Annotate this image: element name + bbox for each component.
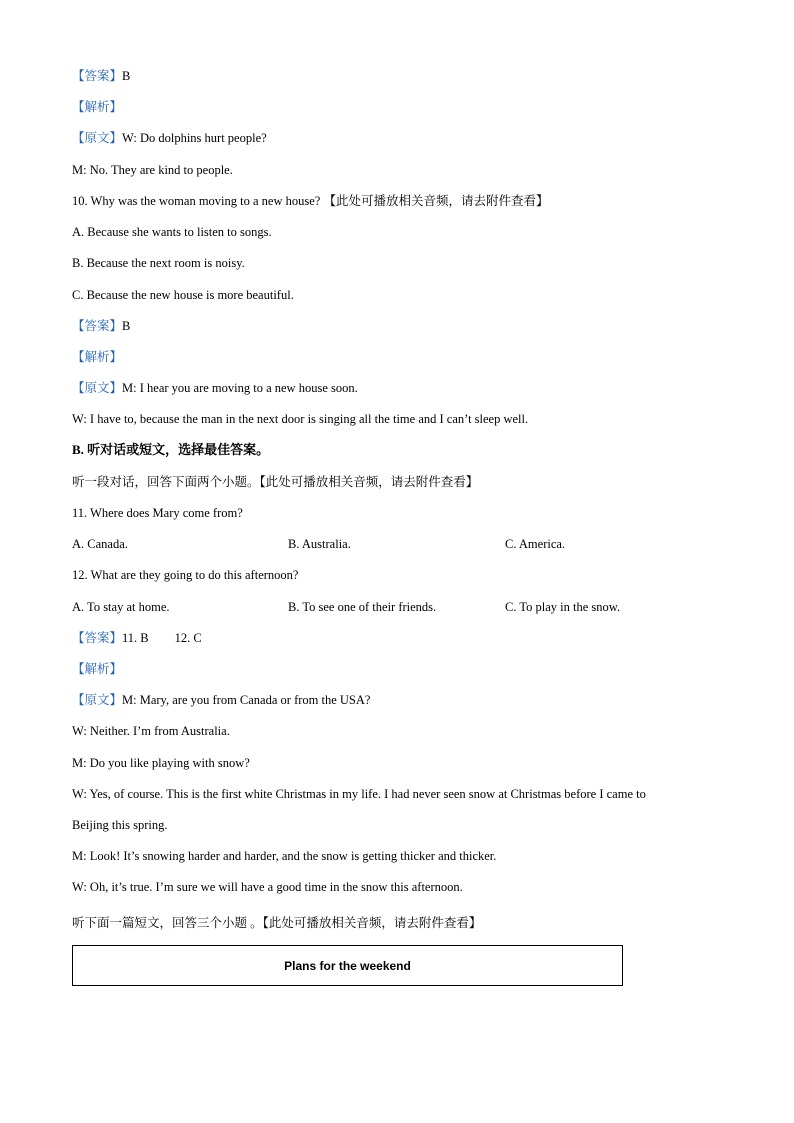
transcript-line-1 <box>72 692 370 708</box>
section-b-intro: 听一段对话，回答下面两个小题。【此处可播放相关音频，请去附件查看】 <box>72 475 479 489</box>
question-12: 12. What are they going to do this afternoon? <box>72 568 299 582</box>
question-text: 10. Why was the woman moving to a new house? <box>72 194 321 208</box>
analysis-tag: 【解析】 <box>72 662 123 676</box>
transcript-line-5: Beijing this spring. <box>72 818 168 832</box>
transcript-text: M: Mary, are you from Canada or from the USA? <box>122 693 371 707</box>
transcript-line-q9-w <box>72 130 267 146</box>
transcript-tag: 【原文】 <box>72 131 123 145</box>
q12-option-a: A. To stay at home. <box>72 600 170 614</box>
transcript-line-q10-w: W: I have to, because the man in the next door is singing all the time and I can’t sleep well. <box>72 412 529 426</box>
answer-12: 12. C <box>174 631 202 645</box>
q12-option-b: B. To see one of their friends. <box>288 600 437 614</box>
q12-option-c: C. To play in the snow. <box>505 600 621 614</box>
transcript-line-6: M: Look! It’s snowing harder and harder, and the snow is getting thicker and thicker. <box>72 849 497 863</box>
q10-option-b: B. Because the next room is noisy. <box>72 256 245 270</box>
answer-tag: 【答案】 <box>72 319 123 333</box>
answer-value: B <box>122 319 131 333</box>
analysis-tag: 【解析】 <box>72 350 123 364</box>
q11-option-b: B. Australia. <box>288 537 351 551</box>
question-11: 11. Where does Mary come from? <box>72 506 243 520</box>
answer-tag: 【答案】 <box>72 69 123 83</box>
transcript-line-7: W: Oh, it’s true. I’m sure we will have a good time in the snow this afternoon. <box>72 880 463 894</box>
q10-option-a: A. Because she wants to listen to songs. <box>72 225 272 239</box>
q11-option-a: A. Canada. <box>72 537 128 551</box>
transcript-tag: 【原文】 <box>72 381 123 395</box>
answer-line-q11-12 <box>72 630 202 646</box>
question-10 <box>72 193 548 209</box>
transcript-line-3: M: Do you like playing with snow? <box>72 756 250 770</box>
answer-line-q10 <box>72 318 130 334</box>
answer-line-q9 <box>72 68 130 84</box>
q11-option-c: C. America. <box>505 537 566 551</box>
answer-value: B <box>122 69 131 83</box>
transcript-tag: 【原文】 <box>72 693 123 707</box>
transcript-line-4: W: Yes, of course. This is the first white Christmas in my life. I had never seen snow at Christmas before I came to <box>72 787 646 801</box>
transcript-text: W: Do dolphins hurt people? <box>122 131 267 145</box>
transcript-line-2: W: Neither. I’m from Australia. <box>72 724 230 738</box>
analysis-tag: 【解析】 <box>72 100 123 114</box>
transcript-text: M: I hear you are moving to a new house soon. <box>122 381 358 395</box>
answer-tag: 【答案】 <box>72 631 123 645</box>
audio-note[interactable]: 【此处可播放相关音频，请去附件查看】 <box>323 194 549 208</box>
q10-option-c: C. Because the new house is more beautiful. <box>72 288 294 302</box>
table-title: Plans for the weekend <box>284 958 411 973</box>
plans-table <box>72 945 623 986</box>
passage-intro: 听下面一篇短文，回答三个小题 。【此处可播放相关音频，请去附件查看】 <box>72 916 482 930</box>
section-b-heading: B. 听对话或短文，选择最佳答案。 <box>72 442 270 457</box>
answer-11: 11. B <box>122 631 149 645</box>
transcript-line-q9-m: M: No. They are kind to people. <box>72 163 233 177</box>
transcript-line-q10-m <box>72 380 358 396</box>
